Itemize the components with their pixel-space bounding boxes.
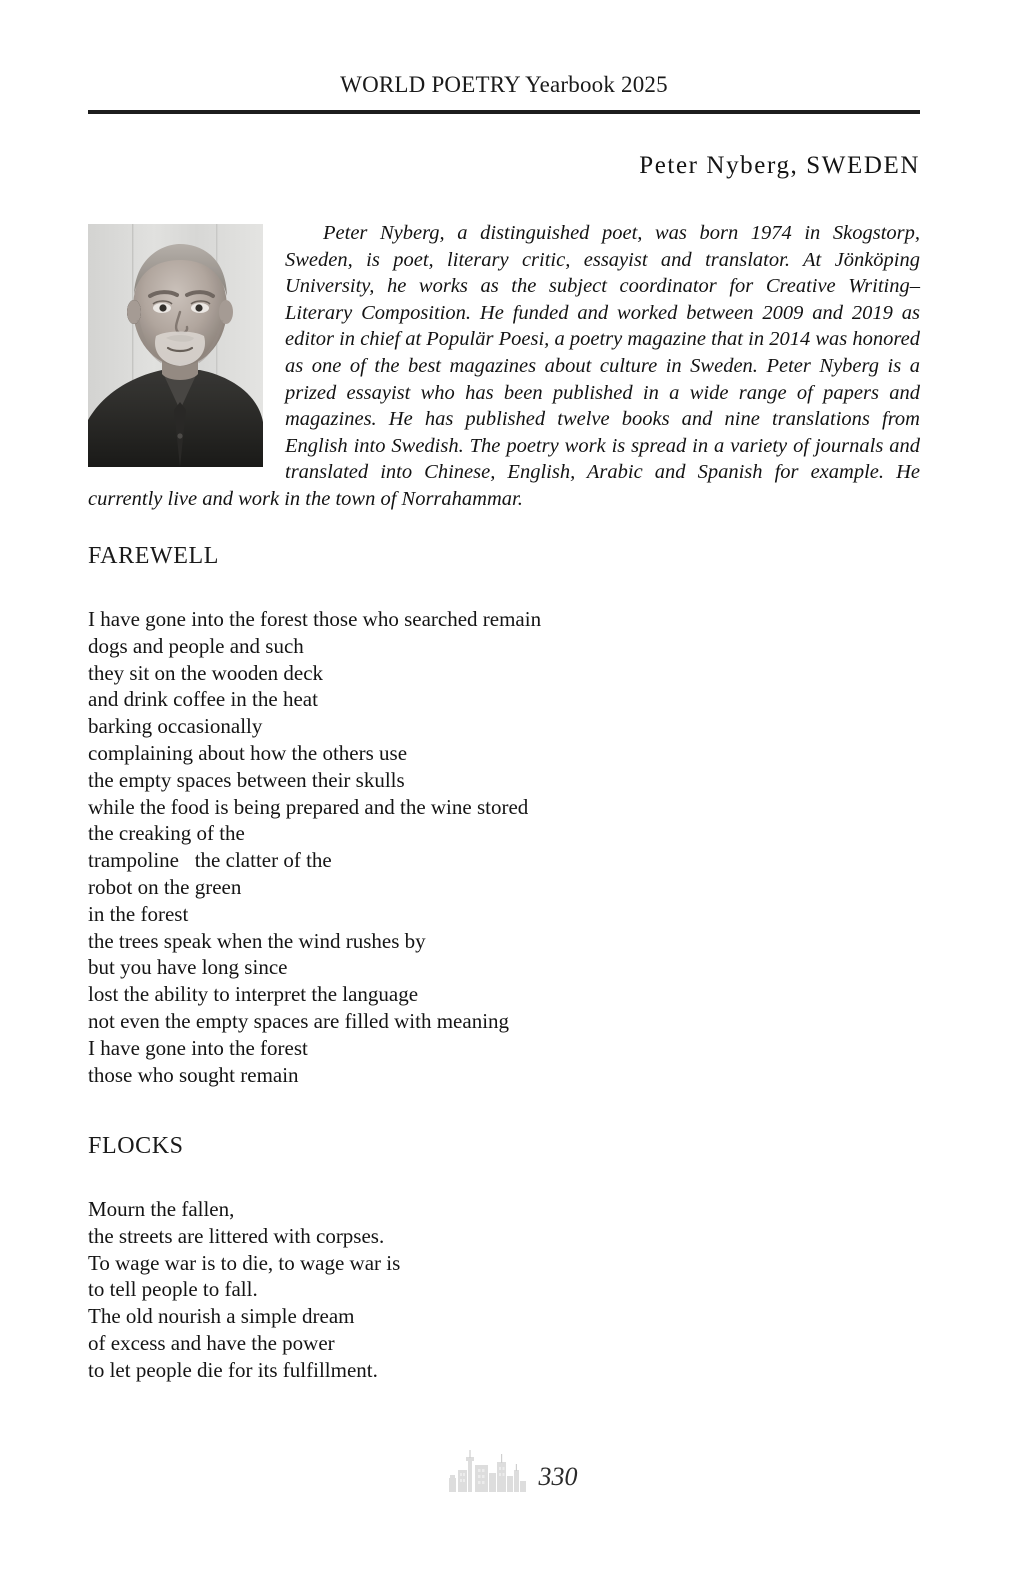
poem-line: To wage war is to die, to wage war is — [88, 1250, 401, 1275]
poem-line: the empty spaces between their skulls — [88, 767, 405, 792]
poem-line: those who sought remain — [88, 1062, 299, 1087]
poem-line: barking occasionally — [88, 714, 263, 739]
city-skyline-icon — [447, 1448, 533, 1492]
poem-line: of excess and have the power — [88, 1330, 335, 1355]
poem-title: FLOCKS — [88, 1133, 184, 1159]
poem-line: trampoline the clatter of the — [88, 848, 332, 873]
header-rule — [88, 110, 920, 114]
biography-block — [88, 220, 920, 513]
poem-line: I have gone into the forest those who searched remain — [88, 607, 542, 631]
poem-body — [88, 606, 788, 1088]
poem-line: while the food is being prepared and the wine stored — [88, 794, 529, 819]
running-head: WORLD POETRY Yearbook 2025 — [340, 72, 668, 97]
poem-line: dogs and people and such — [88, 633, 304, 658]
poem-line: Mourn the fallen, — [88, 1197, 235, 1221]
poem-line: and drink coffee in the heat — [88, 687, 318, 712]
poem-line: in the forest — [88, 901, 189, 926]
poem-line: not even the empty spaces are filled with meaning — [88, 1008, 510, 1033]
author-byline: Peter Nyberg, SWEDEN — [639, 152, 920, 179]
page-number: 330 — [538, 1462, 578, 1491]
poem-title: FAREWELL — [88, 543, 219, 569]
poem-farewell — [88, 543, 788, 1088]
poem-line: The old nourish a simple dream — [88, 1304, 355, 1329]
poem-line: to tell people to fall. — [88, 1277, 258, 1302]
poem-line: lost the ability to interpret the language — [88, 982, 419, 1007]
page-footer — [0, 1448, 1024, 1492]
author-portrait-photo — [88, 224, 263, 467]
poem-line: robot on the green — [88, 874, 242, 899]
poem-flocks — [88, 1133, 788, 1384]
poem-line: I have gone into the forest — [88, 1035, 308, 1060]
poem-line: the creaking of the — [88, 821, 245, 846]
poem-line: to let people die for its fulfillment. — [88, 1357, 378, 1382]
biography-text: Peter Nyberg, a distinguished poet, was born 1974 in Skogstorp, Sweden, is poet, literary critic, essayist and translator. At Jönköping University, he works as the subject coordinator for Creative Writing–Literary Composition. He funded and worked between 2009 and 2019 as editor in chief at Populär Poesi, a poetry magazine that in 2014 was honored as one of the best magazines about culture in Sweden. Peter Nyberg is a prized essayist who has been published in a wide range of papers and magazines. He has published twelve books and nine translations from English into Swedish. The poetry work is spread in a variety of journals and translated into Chinese, English, Arabic and Spanish for example. He currently live and work in the town of Norrahammar. — [88, 222, 920, 510]
poem-body — [88, 1196, 788, 1384]
poem-line: the trees speak when the wind rushes by — [88, 928, 426, 953]
poem-line: but you have long since — [88, 955, 288, 980]
poem-line: complaining about how the others use — [88, 740, 408, 765]
poem-line: they sit on the wooden deck — [88, 660, 324, 685]
poem-line: the streets are littered with corpses. — [88, 1223, 385, 1248]
